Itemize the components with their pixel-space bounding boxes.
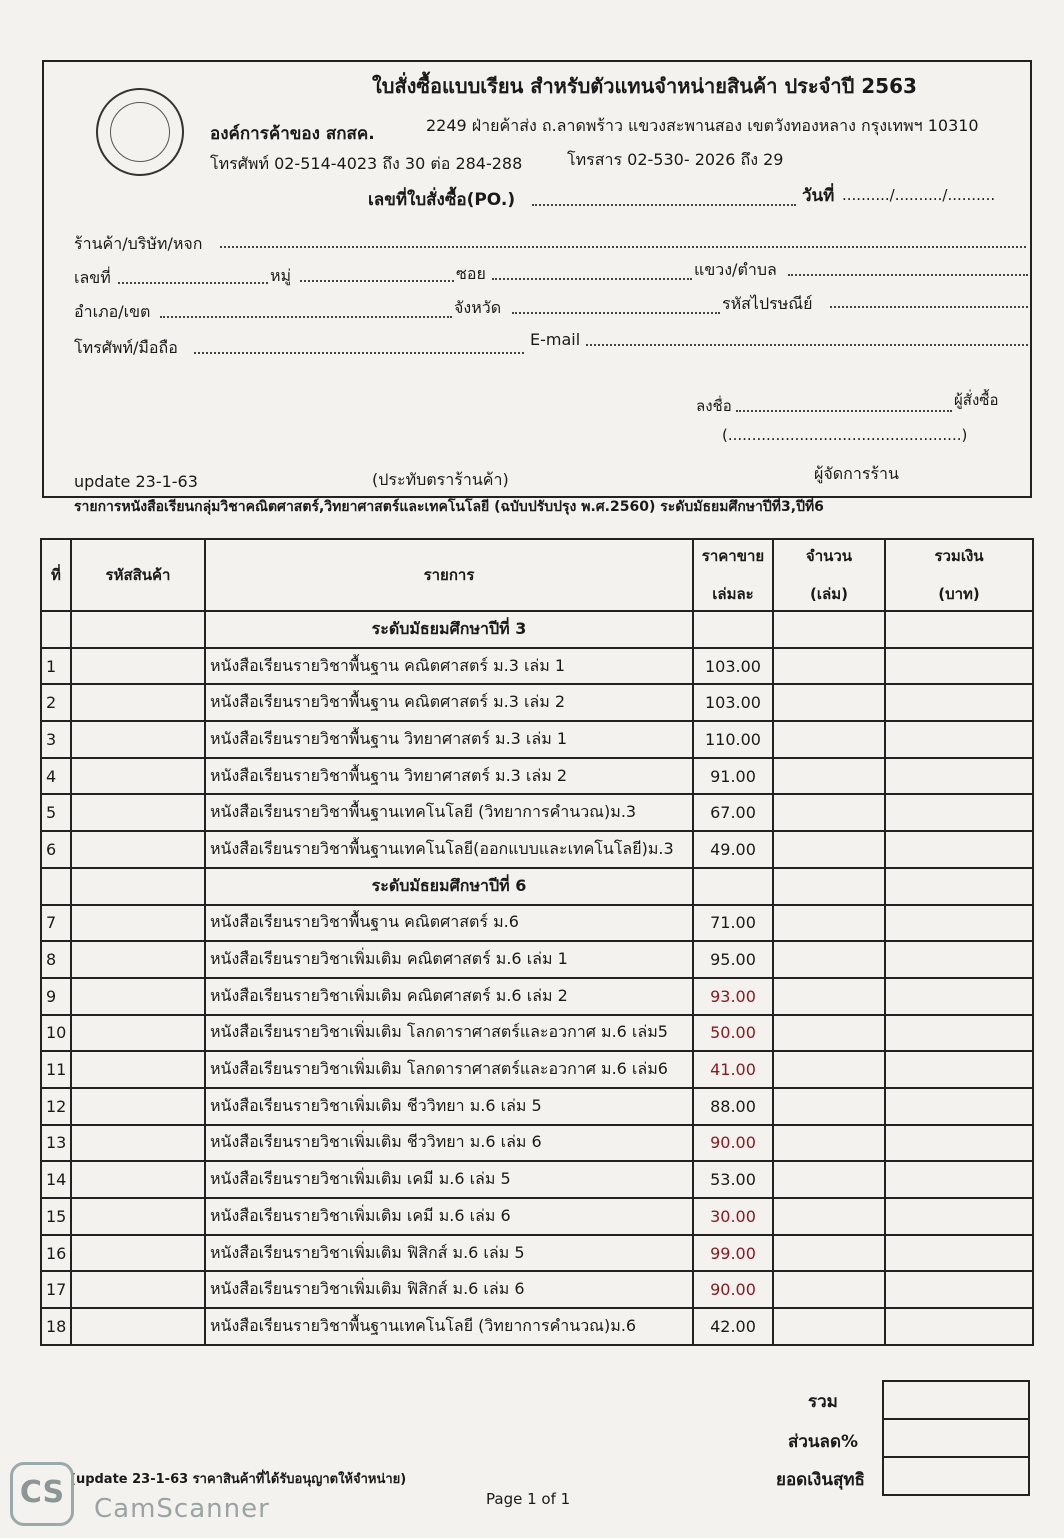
quantity-cell[interactable]	[773, 684, 885, 721]
line-total-cell[interactable]	[885, 648, 1033, 685]
quantity-cell[interactable]	[773, 905, 885, 942]
sum-field[interactable]	[882, 1380, 1030, 1420]
header-quantity	[773, 539, 885, 611]
quantity-cell[interactable]	[773, 1308, 885, 1345]
table-row	[41, 758, 1033, 795]
item-name: หนังสือเรียนรายวิชาเพิ่มเติม ฟิสิกส์ ม.6 เล่ม 6	[205, 1271, 693, 1308]
discount-label: ส่วนลด%	[788, 1432, 859, 1452]
shop-field[interactable]	[220, 246, 1026, 248]
quantity-cell[interactable]	[773, 1198, 885, 1235]
book-list-title: รายการหนังสือเรียนกลุ่มวิชาคณิตศาสตร์,วิทยาศาสตร์และเทคโนโลยี (ฉบับปรับปรุง พ.ศ.2560) ระดับมัธยมศึกษาปีที่3,ปีที่6	[74, 499, 824, 515]
unit-price: 53.00	[693, 1161, 773, 1198]
table-row	[41, 1088, 1033, 1125]
product-code-cell[interactable]	[71, 905, 205, 942]
table-row	[41, 1235, 1033, 1272]
province-label: จังหวัด	[454, 298, 502, 317]
table-row	[41, 648, 1033, 685]
date-label: วันที่	[802, 186, 835, 206]
product-code-cell[interactable]	[71, 1271, 205, 1308]
item-name: หนังสือเรียนรายวิชาพื้นฐาน คณิตศาสตร์ ม.3 เล่ม 2	[205, 684, 693, 721]
line-total-cell[interactable]	[885, 905, 1033, 942]
header-price	[693, 539, 773, 611]
row-number: 7	[41, 905, 71, 942]
signer-name-field[interactable]: (.................................................)	[722, 426, 968, 444]
product-code-cell[interactable]	[71, 978, 205, 1015]
unit-price: 71.00	[693, 905, 773, 942]
signature-label: ลงชื่อ	[696, 397, 732, 415]
product-code-cell[interactable]	[71, 1235, 205, 1272]
row-number: 9	[41, 978, 71, 1015]
sum-label: รวม	[808, 1392, 838, 1412]
table-row	[41, 1015, 1033, 1052]
district-field[interactable]	[160, 316, 452, 318]
quantity-cell[interactable]	[773, 941, 885, 978]
camscanner-watermark: CamScanner	[94, 1494, 270, 1524]
table-row	[41, 941, 1033, 978]
buyer-label: ผู้สั่งซื้อ	[954, 391, 999, 409]
net-total-field[interactable]	[882, 1456, 1030, 1496]
row-number: 12	[41, 1088, 71, 1125]
soi-field[interactable]	[492, 278, 692, 280]
quantity-cell[interactable]	[773, 1088, 885, 1125]
update-version: update 23-1-63	[74, 472, 198, 491]
section-title: ระดับมัธยมศึกษาปีที่ 3	[205, 611, 693, 648]
item-name: หนังสือเรียนรายวิชาเพิ่มเติม เคมี ม.6 เล่ม 6	[205, 1198, 693, 1235]
order-items-table	[40, 538, 1034, 1346]
table-row	[41, 1161, 1033, 1198]
section-total-cell	[885, 611, 1033, 648]
product-code-cell[interactable]	[71, 1308, 205, 1345]
house-number-label: เลขที่	[74, 268, 111, 287]
product-code-cell[interactable]	[71, 648, 205, 685]
line-total-cell[interactable]	[885, 1198, 1033, 1235]
header-price-line2: เล่มละ	[712, 585, 754, 603]
table-row	[41, 721, 1033, 758]
net-total-label: ยอดเงินสุทธิ	[776, 1470, 865, 1490]
po-number-label: เลขที่ใบสั่งซื้อ(PO.)	[368, 190, 516, 210]
unit-price: 90.00	[693, 1125, 773, 1162]
line-total-cell[interactable]	[885, 831, 1033, 868]
postcode-label: รหัสไปรษณีย์	[722, 294, 813, 313]
product-code-cell[interactable]	[71, 941, 205, 978]
unit-price: 42.00	[693, 1308, 773, 1345]
section-header-row	[41, 611, 1033, 648]
table-row	[41, 684, 1033, 721]
line-total-cell[interactable]	[885, 721, 1033, 758]
signature-field[interactable]	[736, 410, 952, 412]
unit-price: 49.00	[693, 831, 773, 868]
row-number: 5	[41, 794, 71, 831]
unit-price: 91.00	[693, 758, 773, 795]
section-qty-cell	[773, 868, 885, 905]
row-number: 10	[41, 1015, 71, 1052]
organization-address: 2249 ฝ่ายค้าส่ง ถ.ลาดพร้าว แขวงสะพานสอง เขตวังทองหลาง กรุงเทพฯ 10310	[426, 116, 979, 135]
table-row	[41, 794, 1033, 831]
row-number: 1	[41, 648, 71, 685]
row-number: 17	[41, 1271, 71, 1308]
shop-label: ร้านค้า/บริษัท/หจก	[74, 234, 203, 253]
table-row	[41, 831, 1033, 868]
row-number: 15	[41, 1198, 71, 1235]
line-total-cell[interactable]	[885, 758, 1033, 795]
date-field[interactable]: ........../........../..........	[842, 186, 996, 204]
organization-phone: โทรศัพท์ 02-514-4023 ถึง 30 ต่อ 284-288	[210, 154, 523, 173]
header-no: ที่	[41, 539, 71, 611]
line-total-cell[interactable]	[885, 941, 1033, 978]
moo-label: หมู่	[270, 266, 292, 285]
item-name: หนังสือเรียนรายวิชาพื้นฐาน คณิตศาสตร์ ม.6	[205, 905, 693, 942]
unit-price: 67.00	[693, 794, 773, 831]
quantity-cell[interactable]	[773, 1051, 885, 1088]
organization-name: องค์การค้าของ สกสค.	[210, 124, 375, 144]
row-number: 18	[41, 1308, 71, 1345]
product-code-cell[interactable]	[71, 831, 205, 868]
shop-manager-label: ผู้จัดการร้าน	[814, 464, 899, 483]
product-code-cell[interactable]	[71, 721, 205, 758]
product-code-cell[interactable]	[71, 1198, 205, 1235]
po-number-field[interactable]	[532, 204, 796, 206]
section-code-cell	[71, 868, 205, 905]
header-code: รหัสสินค้า	[71, 539, 205, 611]
line-total-cell[interactable]	[885, 1125, 1033, 1162]
quantity-cell[interactable]	[773, 1271, 885, 1308]
line-total-cell[interactable]	[885, 1308, 1033, 1345]
subdistrict-label: แขวง/ตำบล	[694, 260, 777, 279]
unit-price: 90.00	[693, 1271, 773, 1308]
product-code-cell[interactable]	[71, 1161, 205, 1198]
phone-mobile-label: โทรศัพท์/มือถือ	[74, 338, 178, 357]
product-code-cell[interactable]	[71, 1051, 205, 1088]
section-code-cell	[71, 611, 205, 648]
email-label: E-mail	[530, 330, 581, 349]
form-title: ใบสั่งซื้อแบบเรียน สำหรับตัวแทนจำหน่ายสินค้า ประจำปี 2563	[372, 74, 917, 98]
item-name: หนังสือเรียนรายวิชาเพิ่มเติม โลกดาราศาสตร์และอวกาศ ม.6 เล่ม5	[205, 1015, 693, 1052]
product-code-cell[interactable]	[71, 758, 205, 795]
section-no-cell	[41, 868, 71, 905]
product-code-cell[interactable]	[71, 1088, 205, 1125]
unit-price: 30.00	[693, 1198, 773, 1235]
unit-price: 88.00	[693, 1088, 773, 1125]
section-total-cell	[885, 868, 1033, 905]
product-code-cell[interactable]	[71, 684, 205, 721]
section-qty-cell	[773, 611, 885, 648]
item-name: หนังสือเรียนรายวิชาพื้นฐานเทคโนโลยี (วิทยาการคำนวณ)ม.3	[205, 794, 693, 831]
phone-mobile-field[interactable]	[194, 352, 524, 354]
unit-price: 93.00	[693, 978, 773, 1015]
item-name: หนังสือเรียนรายวิชาเพิ่มเติม คณิตศาสตร์ ม.6 เล่ม 2	[205, 978, 693, 1015]
unit-price: 41.00	[693, 1051, 773, 1088]
quantity-cell[interactable]	[773, 1161, 885, 1198]
table-row	[41, 1125, 1033, 1162]
line-total-cell[interactable]	[885, 1271, 1033, 1308]
email-field[interactable]	[586, 344, 1028, 346]
organization-fax: โทรสาร 02-530- 2026 ถึง 29	[567, 150, 784, 169]
product-code-cell[interactable]	[71, 1015, 205, 1052]
section-title: ระดับมัธยมศึกษาปีที่ 6	[205, 868, 693, 905]
line-total-cell[interactable]	[885, 978, 1033, 1015]
quantity-cell[interactable]	[773, 831, 885, 868]
section-price-cell	[693, 868, 773, 905]
district-label: อำเภอ/เขต	[74, 302, 151, 321]
line-total-cell[interactable]	[885, 794, 1033, 831]
table-row	[41, 1271, 1033, 1308]
table-row	[41, 1198, 1033, 1235]
row-number: 11	[41, 1051, 71, 1088]
header-quantity-line1: จำนวน	[805, 547, 853, 565]
row-number: 4	[41, 758, 71, 795]
table-row	[41, 1308, 1033, 1345]
item-name: หนังสือเรียนรายวิชาเพิ่มเติม ชีววิทยา ม.6 เล่ม 5	[205, 1088, 693, 1125]
table-row	[41, 905, 1033, 942]
discount-field[interactable]	[882, 1418, 1030, 1458]
unit-price: 50.00	[693, 1015, 773, 1052]
line-total-cell[interactable]	[885, 1088, 1033, 1125]
unit-price: 99.00	[693, 1235, 773, 1272]
subdistrict-field[interactable]	[788, 274, 1028, 276]
section-price-cell	[693, 611, 773, 648]
quantity-cell[interactable]	[773, 978, 885, 1015]
section-no-cell	[41, 611, 71, 648]
shop-stamp-label: (ประทับตราร้านค้า)	[372, 470, 509, 489]
header-quantity-line2: (เล่ม)	[810, 585, 848, 603]
table-row	[41, 1051, 1033, 1088]
table-row	[41, 978, 1033, 1015]
moo-field[interactable]	[300, 280, 454, 282]
header-total	[885, 539, 1033, 611]
item-name: หนังสือเรียนรายวิชาพื้นฐานเทคโนโลยี(ออกแบบและเทคโนโลยี)ม.3	[205, 831, 693, 868]
house-number-field[interactable]	[118, 282, 268, 284]
page-number: Page 1 of 1	[486, 1490, 571, 1508]
header-item: รายการ	[205, 539, 693, 611]
unit-price: 95.00	[693, 941, 773, 978]
row-number: 8	[41, 941, 71, 978]
order-items-body	[41, 611, 1033, 1345]
unit-price: 103.00	[693, 684, 773, 721]
camscanner-logo-icon: CS	[10, 1462, 74, 1526]
price-update-note: (update 23-1-63 ราคาสินค้าที่ได้รับอนุญาตให้จำหน่าย)	[70, 1472, 407, 1487]
item-name: หนังสือเรียนรายวิชาเพิ่มเติม คณิตศาสตร์ ม.6 เล่ม 1	[205, 941, 693, 978]
line-total-cell[interactable]	[885, 684, 1033, 721]
product-code-cell[interactable]	[71, 794, 205, 831]
quantity-cell[interactable]	[773, 648, 885, 685]
row-number: 2	[41, 684, 71, 721]
row-number: 6	[41, 831, 71, 868]
quantity-cell[interactable]	[773, 1235, 885, 1272]
item-name: หนังสือเรียนรายวิชาพื้นฐาน คณิตศาสตร์ ม.3 เล่ม 1	[205, 648, 693, 685]
header-price-line1: ราคาขาย	[701, 547, 765, 565]
table-header-row	[41, 539, 1033, 611]
unit-price: 110.00	[693, 721, 773, 758]
quantity-cell[interactable]	[773, 758, 885, 795]
quantity-cell[interactable]	[773, 1015, 885, 1052]
product-code-cell[interactable]	[71, 1125, 205, 1162]
line-total-cell[interactable]	[885, 1051, 1033, 1088]
item-name: หนังสือเรียนรายวิชาพื้นฐาน วิทยาศาสตร์ ม.3 เล่ม 2	[205, 758, 693, 795]
unit-price: 103.00	[693, 648, 773, 685]
quantity-cell[interactable]	[773, 794, 885, 831]
header-total-line2: (บาท)	[938, 585, 980, 603]
item-name: หนังสือเรียนรายวิชาพื้นฐานเทคโนโลยี (วิทยาการคำนวณ)ม.6	[205, 1308, 693, 1345]
postcode-field[interactable]	[830, 306, 1028, 308]
row-number: 13	[41, 1125, 71, 1162]
line-total-cell[interactable]	[885, 1235, 1033, 1272]
quantity-cell[interactable]	[773, 1125, 885, 1162]
row-number: 14	[41, 1161, 71, 1198]
line-total-cell[interactable]	[885, 1015, 1033, 1052]
row-number: 16	[41, 1235, 71, 1272]
header-total-line1: รวมเงิน	[934, 547, 984, 565]
item-name: หนังสือเรียนรายวิชาเพิ่มเติม ชีววิทยา ม.6 เล่ม 6	[205, 1125, 693, 1162]
item-name: หนังสือเรียนรายวิชาเพิ่มเติม โลกดาราศาสตร์และอวกาศ ม.6 เล่ม6	[205, 1051, 693, 1088]
item-name: หนังสือเรียนรายวิชาเพิ่มเติม เคมี ม.6 เล่ม 5	[205, 1161, 693, 1198]
row-number: 3	[41, 721, 71, 758]
item-name: หนังสือเรียนรายวิชาเพิ่มเติม ฟิสิกส์ ม.6 เล่ม 5	[205, 1235, 693, 1272]
province-field[interactable]	[512, 312, 720, 314]
item-name: หนังสือเรียนรายวิชาพื้นฐาน วิทยาศาสตร์ ม.3 เล่ม 1	[205, 721, 693, 758]
quantity-cell[interactable]	[773, 721, 885, 758]
line-total-cell[interactable]	[885, 1161, 1033, 1198]
section-header-row	[41, 868, 1033, 905]
soi-label: ซอย	[456, 264, 486, 283]
organization-seal-logo	[96, 88, 184, 176]
